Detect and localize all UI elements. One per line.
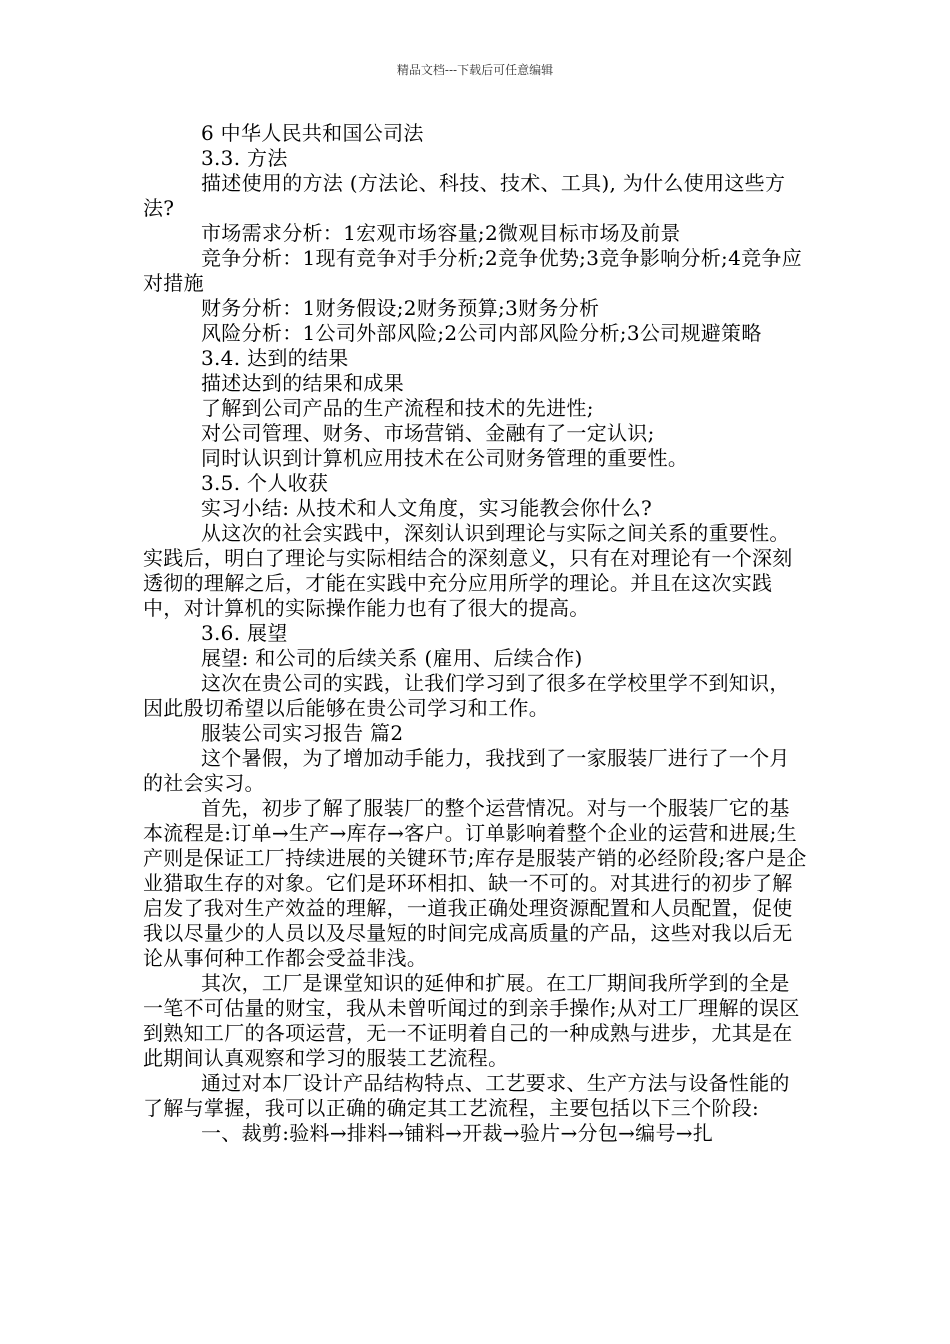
paragraph: 描述使用的方法 (方法论、科技、技术、工具), 为什么使用这些方法? [143, 171, 786, 220]
paragraph: 同时认识到计算机应用技术在公司财务管理的重要性。 [201, 446, 689, 470]
paragraph: 风险分析：1公司外部风险;2公司内部风险分析;3公司规避策略 [201, 321, 762, 345]
paragraph: 其次，工厂是课堂知识的延伸和扩展。在工厂期间我所学到的全是一笔不可估量的财宝，我从未曾听闻过的到亲手操作;从对工厂理解的误区到熟知工厂的各项运营，无一不证明着自己的一种成熟与进步，尤其是在此期间认真观察和学习的服装工艺流程。 [143, 971, 800, 1070]
paragraph: 了解到公司产品的生产流程和技术的先进性; [201, 396, 594, 420]
paragraph: 6 中华人民共和国公司法 [201, 121, 424, 145]
paragraph: 实习小结: 从技术和人文角度，实习能教会你什么? [201, 496, 653, 520]
section-heading: 3.5. 个人收获 [201, 471, 329, 495]
paragraph: 一、裁剪:验料→排料→铺料→开裁→验片→分包→编号→扎 [201, 1121, 714, 1145]
paragraph: 对公司管理、财务、市场营销、金融有了一定认识; [201, 421, 655, 445]
section-heading: 3.6. 展望 [201, 621, 288, 645]
paragraph: 通过对本厂设计产品结构特点、工艺要求、生产方法与设备性能的了解与掌握，我可以正确的确定其工艺流程，主要包括以下三个阶段: [143, 1071, 790, 1120]
paragraph: 财务分析：1财务假设;2财务预算;3财务分析 [201, 296, 600, 320]
paragraph: 从这次的社会实践中，深刻认识到理论与实际之间关系的重要性。实践后，明白了理论与实际相结合的深刻意义，只有在对理论有一个深刻透彻的理解之后，才能在实践中充分应用所学的理论。并且在这次实践中，对计算机的实际操作能力也有了很大的提高。 [143, 521, 793, 620]
paragraph: 市场需求分析：1宏观市场容量;2微观目标市场及前景 [201, 221, 681, 245]
paragraph: 这次在贵公司的实践，让我们学习到了很多在学校里学不到知识，因此殷切希望以后能够在贵公司学习和工作。 [143, 671, 790, 720]
paragraph: 这个暑假，为了增加动手能力，我找到了一家服装厂进行了一个月的社会实习。 [143, 746, 790, 795]
paragraph: 展望: 和公司的后续关系 (雇用、后续合作) [201, 646, 583, 670]
paragraph: 首先，初步了解了服装厂的整个运营情况。对与一个服装厂它的基本流程是:订单→生产→库存→客户。订单影响着整个企业的运营和进展;生产则是保证工厂持续进展的关键环节;库存是服装产销的必经阶段;客户是企业猎取生存的对象。它们是环环相扣、缺一不可的。对其进行的初步了解启发了我对生产效益的理解，一道我正确处理资源配置和人员配置，促使我以尽量少的人员以及尽量短的时间完成高质量的产品，这些对我以后无论从事何种工作都会受益非浅。 [143, 796, 807, 970]
paragraph: 描述达到的结果和成果 [201, 371, 404, 395]
section-heading: 3.4. 达到的结果 [201, 346, 349, 370]
paragraph: 竞争分析：1现有竞争对手分析;2竞争优势;3竞争影响分析;4竞争应对措施 [143, 246, 803, 295]
document-body [143, 121, 807, 1146]
section-heading: 3.3. 方法 [201, 146, 288, 170]
article-title: 服装公司实习报告 篇2 [201, 721, 404, 745]
page-header: 精品文档---下载后可任意编辑 [396, 63, 554, 77]
